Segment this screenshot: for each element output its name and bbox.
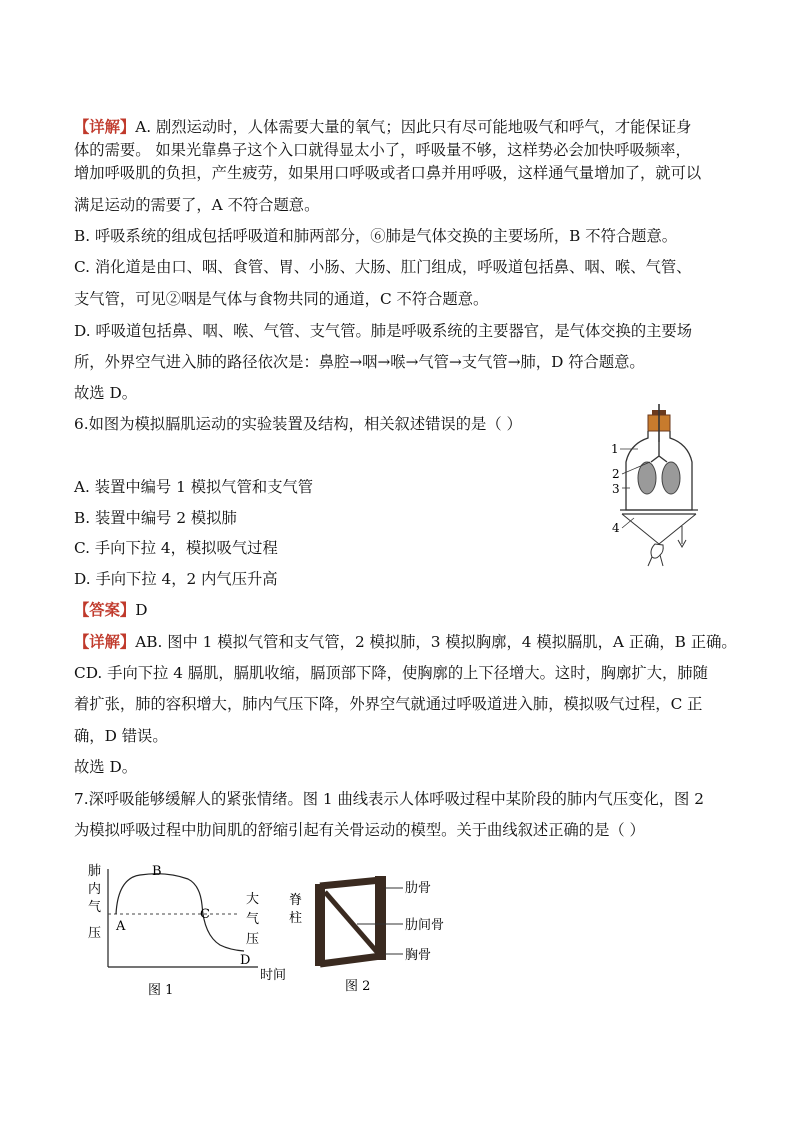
q7-fig1-point-c: C	[200, 907, 210, 922]
q5-explanation-line-5: B. 呼吸系统的组成包括呼吸道和肺两部分，⑥肺是气体交换的主要场所，B 不符合题意。	[74, 227, 678, 245]
q6-label-2: 2	[612, 467, 620, 481]
q6-stem: 6.如图为模拟膈肌运动的实验装置及结构，相关叙述错误的是（ ）	[74, 415, 522, 433]
q7-fig2-caption: 图 2	[345, 979, 371, 994]
q7-figure-1	[80, 855, 303, 1000]
q5-explanation-line-9: 所，外界空气进入肺的路径依次是：鼻腔→咽→喉→气管→支气管→肺，D 符合题意。	[74, 353, 645, 371]
q6-label-4: 4	[612, 521, 620, 535]
q7-fig1-ylabel-4: 压	[88, 926, 102, 941]
q5-explanation-line-8: D. 呼吸道包括鼻、咽、喉、气管、支气管。肺是呼吸系统的主要器官，是气体交换的主要场	[74, 322, 693, 340]
q5-explanation-line-7: 支气管，可见②咽是气体与食物共同的通道，C 不符合题意。	[74, 290, 489, 308]
q5-explanation-line-1: 【详解】A. 剧烈运动时，人体需要大量的氧气；因此只有尽可能地吸气和呼气，才能保证身	[74, 118, 692, 136]
q7-fig2-spine-2: 柱	[289, 911, 303, 926]
q5-explanation-line-4: 满足运动的需要了，A 不符合题意。	[74, 196, 320, 214]
q6-conclusion: 故选 D。	[74, 758, 138, 776]
q7-fig2-spine-1: 脊	[289, 893, 303, 908]
q7-fig1-caption: 图 1	[148, 983, 174, 998]
q5-explanation-line-6: C. 消化道是由口、咽、食管、胃、小肠、大肠、肛门组成，呼吸道包括鼻、咽、喉、气管、	[74, 258, 692, 276]
q7-stem-line-2: 为模拟呼吸过程中肋间肌的舒缩引起有关骨运动的模型。关于曲线叙述正确的是（ ）	[74, 821, 645, 839]
q7-figure-2	[285, 872, 455, 997]
q7-fig1-point-b: B	[152, 864, 162, 879]
q6-explain-line-3: 着扩张，肺的容积增大，肺内气压下降，外界空气就通过呼吸道进入肺，模拟吸气过程，C 正	[74, 695, 703, 713]
q6-bell-jar-figure	[608, 404, 708, 569]
q7-fig1-xlabel: 时间	[260, 968, 287, 983]
q6-label-1: 1	[611, 442, 619, 456]
q5-explain-tag: 【详解】	[74, 118, 136, 136]
q5-conclusion: 故选 D。	[74, 384, 138, 402]
q7-fig2-label-sternum: 胸骨	[405, 948, 432, 963]
q7-fig1-ylabel-1: 肺	[88, 864, 102, 879]
q6-explain-line-1: 【详解】AB. 图中 1 模拟气管和支气管，2 模拟肺，3 模拟胸廓，4 模拟膈肌，A 正确，B 正确。	[74, 633, 737, 651]
q7-fig2-label-intercostal: 肋间骨	[405, 918, 445, 933]
q7-fig1-ylabel-3: 气	[88, 900, 102, 915]
q6-label-3: 3	[612, 482, 620, 496]
q6-option-a: A. 装置中编号 1 模拟气管和支气管	[74, 478, 314, 496]
q6-option-c: C. 手向下拉 4，模拟吸气过程	[74, 539, 278, 557]
q6-explain-line-4: 确，D 错误。	[74, 727, 168, 745]
q6-answer-tag: 【答案】	[74, 601, 136, 619]
q7-stem-line-1: 7.深呼吸能够缓解人的紧张情绪。图 1 曲线表示人体呼吸过程中某阶段的肺内气压变化，图 2	[74, 790, 704, 808]
q6-answer: 【答案】D	[74, 601, 148, 619]
q6-explain-tag: 【详解】	[74, 633, 136, 651]
q7-fig1-point-a: A	[116, 919, 126, 934]
q6-explain-line-2: CD. 手向下拉 4 膈肌，膈肌收缩，膈顶部下降，使胸廓的上下径增大。这时，胸廓扩大，肺随	[74, 664, 708, 682]
q5-explanation-line-3: 增加呼吸肌的负担，产生疲劳，如果用口呼吸或者口鼻并用呼吸，这样通气量增加了，就可以	[74, 164, 702, 182]
q6-option-d: D. 手向下拉 4，2 内气压升高	[74, 570, 278, 588]
q7-fig2-label-rib: 肋骨	[405, 881, 432, 896]
q6-option-b: B. 装置中编号 2 模拟肺	[74, 509, 237, 527]
q7-fig1-point-d: D	[240, 953, 251, 968]
q7-fig1-ref-1: 大	[246, 892, 260, 907]
q7-fig1-ref-2: 气	[246, 912, 260, 927]
q7-fig1-ylabel-2: 内	[88, 882, 102, 897]
q7-fig1-ref-3: 压	[246, 932, 260, 947]
q5-explanation-line-2: 体的需要。 如果光靠鼻子这个入口就得显太小了，呼吸量不够，这样势必会加快呼吸频率，	[74, 141, 691, 159]
